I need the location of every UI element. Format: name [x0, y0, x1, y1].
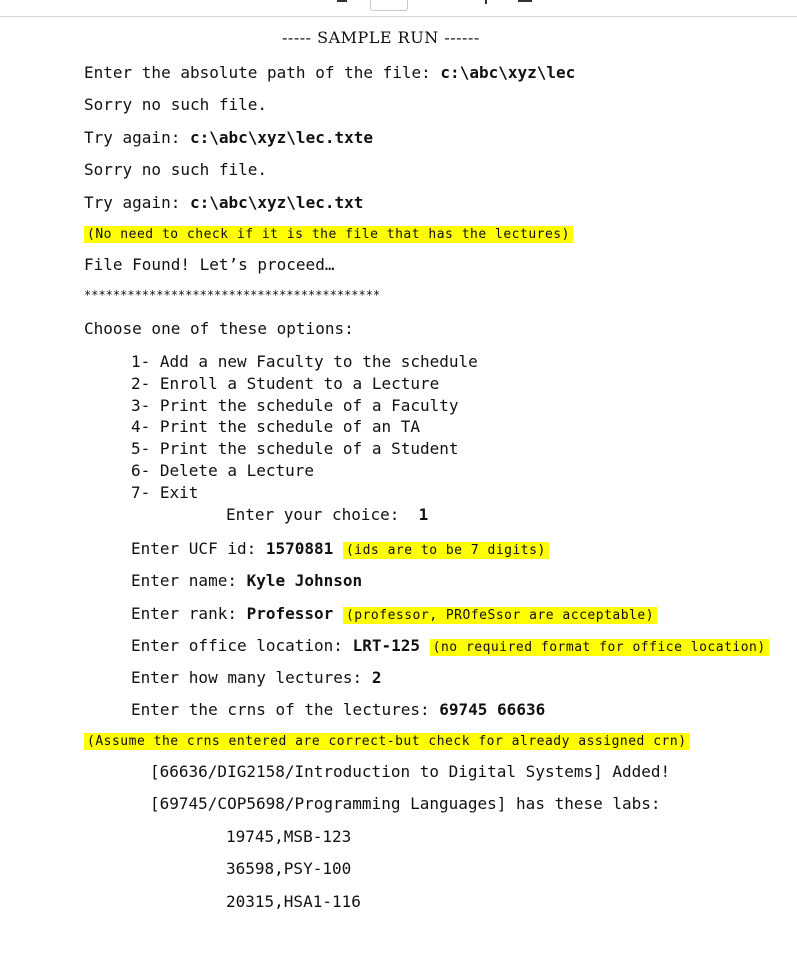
lectures-count-label: Enter how many lectures:: [131, 668, 372, 687]
menu-option-6: 6- Delete a Lecture: [131, 461, 315, 480]
menu-option-4: 4- Print the schedule of an TA: [131, 417, 420, 436]
name-line: [131, 571, 362, 591]
crn-note-line: [84, 730, 690, 750]
name-value: Kyle Johnson: [246, 571, 363, 590]
try-again-label: Try again:: [84, 128, 190, 147]
choose-options-line: Choose one of these options:: [84, 319, 354, 338]
ucf-id-note: (ids are to be 7 digits): [343, 542, 549, 559]
try-again-label: Try again:: [84, 193, 190, 212]
sorry-line-1: Sorry no such file.: [84, 95, 268, 114]
top-toolbar-strip: [0, 0, 797, 17]
sorry-line-2: Sorry no such file.: [84, 160, 268, 179]
office-value: LRT-125: [352, 636, 420, 655]
toolbar-box: [370, 0, 408, 11]
page-title: ----- SAMPLE RUN ------: [282, 28, 480, 47]
choice-label: Enter your choice:: [226, 505, 419, 524]
lectures-count-value: 2: [371, 668, 382, 687]
office-line: [131, 636, 769, 656]
try-again-line-1: [84, 128, 373, 148]
highlight-note: (No need to check if it is the file that has the lectures): [84, 226, 573, 243]
toolbar-mark: [337, 0, 347, 2]
menu-option-2: 2- Enroll a Student to a Lecture: [131, 374, 440, 393]
office-note: (no required format for office location): [430, 639, 769, 656]
name-label: Enter name:: [131, 571, 247, 590]
rank-line: [131, 604, 657, 624]
rank-label: Enter rank:: [131, 604, 247, 623]
toolbar-mark: [518, 0, 532, 2]
menu-option-5: 5- Print the schedule of a Student: [131, 439, 459, 458]
rank-value: Professor: [246, 604, 334, 623]
lab-item-2: 36598,PSY-100: [226, 859, 352, 878]
path-input-1: c:\abc\xyz\lec: [440, 63, 576, 82]
lecture-labs-line: [69745/COP5698/Programming Languages] has these labs:: [150, 794, 661, 813]
file-found-line: File Found! Let’s proceed…: [84, 255, 335, 274]
crns-value: 69745 66636: [439, 700, 546, 719]
lectures-count-line: [131, 668, 381, 688]
path-input-2: c:\abc\xyz\lec.txte: [189, 128, 373, 147]
crns-line: [131, 700, 545, 720]
crn-note: (Assume the crns entered are correct-but check for already assigned crn): [84, 733, 690, 750]
path-prompt-label: Enter the absolute path of the file:: [84, 63, 441, 82]
choice-line: [226, 505, 428, 525]
lecture-added-line: [66636/DIG2158/Introduction to Digital Systems] Added!: [150, 762, 671, 781]
office-label: Enter office location:: [131, 636, 353, 655]
menu-option-3: 3- Print the schedule of a Faculty: [131, 396, 459, 415]
lab-item-1: 19745,MSB-123: [226, 827, 352, 846]
ucf-id-value: 1570881: [265, 539, 334, 558]
choice-value: 1: [418, 505, 429, 524]
menu-option-7: 7- Exit: [131, 483, 199, 502]
ucf-id-label: Enter UCF id:: [131, 539, 266, 558]
rank-note: (professor, PROfeSsor are acceptable): [343, 607, 657, 624]
path-prompt-line: [84, 63, 575, 83]
toolbar-mark: [485, 0, 487, 4]
menu-option-1: 1- Add a new Faculty to the schedule: [131, 352, 478, 371]
note-no-check: [84, 223, 573, 243]
separator-stars: *****************************************: [84, 288, 381, 302]
lab-item-3: 20315,HSA1-116: [226, 892, 361, 911]
try-again-line-2: [84, 193, 363, 213]
path-input-3: c:\abc\xyz\lec.txt: [189, 193, 364, 212]
ucf-id-line: [131, 539, 549, 559]
crns-label: Enter the crns of the lectures:: [131, 700, 440, 719]
